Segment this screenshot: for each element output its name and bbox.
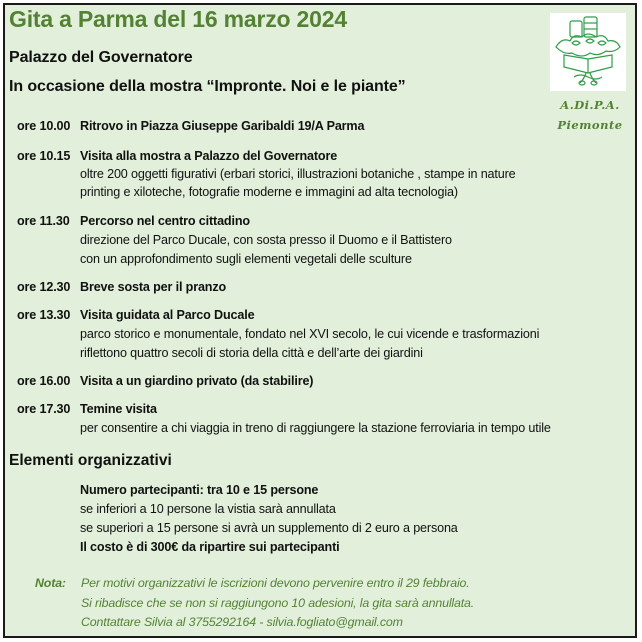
- organization-heading: Elementi organizzativi: [9, 452, 172, 469]
- schedule-detail: per consentire a chi viaggia in treno di raggiungere la stazione ferroviaria in tempo utile: [80, 421, 551, 435]
- logo-region: Piemonte: [557, 118, 623, 132]
- schedule-detail: printing e xiloteche, fotografie moderne e immagini ad alta tecnologia): [80, 185, 458, 199]
- note-line: Si ribadisce che se non si raggiungono 10 adesioni, la gita sarà annullata.: [81, 596, 475, 610]
- schedule-detail: direzione del Parco Ducale, con sosta presso il Duomo e il Battistero: [80, 233, 452, 247]
- schedule-title: Percorso nel centro cittadino: [80, 214, 250, 228]
- schedule-time: ore 17.30: [17, 402, 71, 416]
- logo-org-name: A.Di.P.A.: [560, 98, 620, 112]
- exhibition-subtitle: In occasione della mostra “Impronte. Noi e le piante”: [9, 78, 406, 95]
- schedule-detail: oltre 200 oggetti figurativi (erbari storici, illustrazioni botaniche , stampe in nature: [80, 167, 516, 181]
- venue-subtitle: Palazzo del Governatore: [9, 49, 193, 66]
- schedule-title: Visita alla mostra a Palazzo del Governatore: [80, 149, 338, 163]
- schedule-title: Visita a un giardino privato (da stabilire): [80, 374, 314, 388]
- schedule-detail: riflettono quattro secoli di storia della città e dell’arte dei giardini: [80, 346, 423, 360]
- page-title: Gita a Parma del 16 marzo 2024: [9, 6, 347, 32]
- schedule-time: ore 10.00: [17, 119, 71, 133]
- schedule-time: ore 16.00: [17, 374, 71, 388]
- note-label: Nota:: [35, 576, 66, 590]
- schedule-title: Ritrovo in Piazza Giuseppe Garibaldi 19/A Parma: [80, 119, 365, 133]
- schedule-title: Breve sosta per il pranzo: [80, 280, 227, 294]
- schedule-title: Visita guidata al Parco Ducale: [80, 308, 255, 322]
- plants-book-logo-icon: [550, 13, 626, 91]
- schedule-detail: con un approfondimento sugli elementi vegetali delle sculture: [80, 252, 412, 266]
- schedule-item: [17, 149, 337, 163]
- minimum-rule: se inferiori a 10 persone la vistia sarà annullata: [80, 502, 336, 516]
- schedule-time: ore 10.15: [17, 149, 71, 163]
- contact-line: Conttattare Silvia al 3755292164 - silvia.fogliato@gmail.com: [81, 615, 403, 629]
- schedule-time: ore 11.30: [17, 214, 70, 228]
- participants-info: Numero partecipanti: tra 10 e 15 persone: [80, 483, 319, 497]
- cost-info: Il costo è di 300€ da ripartire sui partecipanti: [80, 540, 340, 554]
- maximum-rule: se superiori a 15 persone si avrà un supplemento di 2 euro a persona: [80, 521, 458, 535]
- schedule-item: [17, 280, 226, 294]
- schedule-title: Temine visita: [80, 402, 157, 416]
- schedule-detail: parco storico e monumentale, fondato nel XVI secolo, le cui vicende e trasformazioni: [80, 327, 540, 341]
- note-line: Per motivi organizzativi le iscrizioni devono pervenire entro il 29 febbraio.: [81, 576, 470, 590]
- schedule-time: ore 12.30: [17, 280, 71, 294]
- schedule-time: ore 13.30: [17, 308, 71, 322]
- schedule-item: [17, 119, 364, 133]
- schedule-item: [17, 308, 254, 322]
- schedule-item: [17, 402, 157, 416]
- schedule-item: [17, 214, 250, 228]
- schedule-item: [17, 374, 313, 388]
